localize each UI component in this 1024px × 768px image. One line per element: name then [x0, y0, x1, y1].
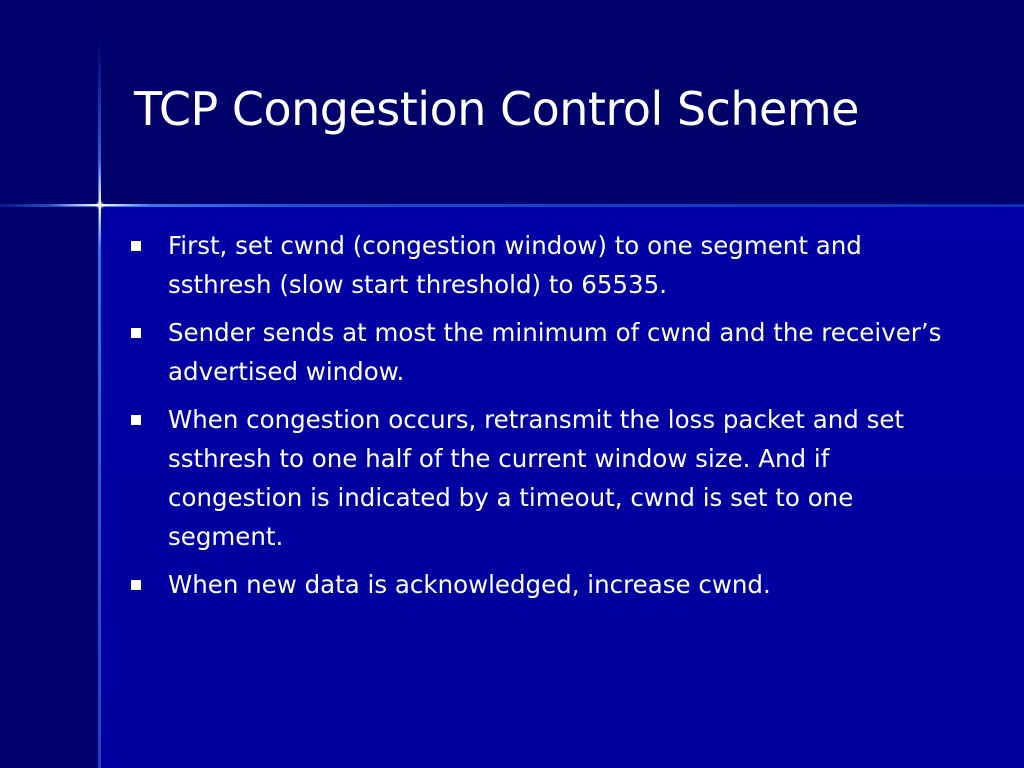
sparkle-icon	[95, 200, 105, 210]
bullet-text: Sender sends at most the minimum of cwnd and the receiver’s advertised window.	[168, 318, 942, 386]
left-panel	[0, 0, 100, 768]
square-bullet-icon	[131, 415, 141, 425]
bullet-text: When congestion occurs, retransmit the loss packet and set ssthresh to one half of the current window size. And if congestion is indicated by a timeout, cwnd is set to one segment.	[168, 405, 905, 551]
bullet-item	[130, 226, 960, 304]
horizontal-accent-line	[0, 204, 1024, 207]
square-bullet-icon	[131, 241, 141, 251]
square-bullet-icon	[131, 580, 141, 590]
bullet-list	[130, 226, 960, 613]
bullet-item	[130, 313, 960, 391]
bullet-text: First, set cwnd (congestion window) to one segment and ssthresh (slow start threshold) to 65535.	[168, 231, 862, 299]
bullet-item	[130, 400, 960, 556]
square-bullet-icon	[131, 328, 141, 338]
bullet-text: When new data is acknowledged, increase cwnd.	[168, 570, 771, 599]
bullet-item	[130, 565, 960, 604]
slide-title: TCP Congestion Control Scheme	[134, 82, 859, 136]
vertical-accent-line	[98, 40, 101, 768]
